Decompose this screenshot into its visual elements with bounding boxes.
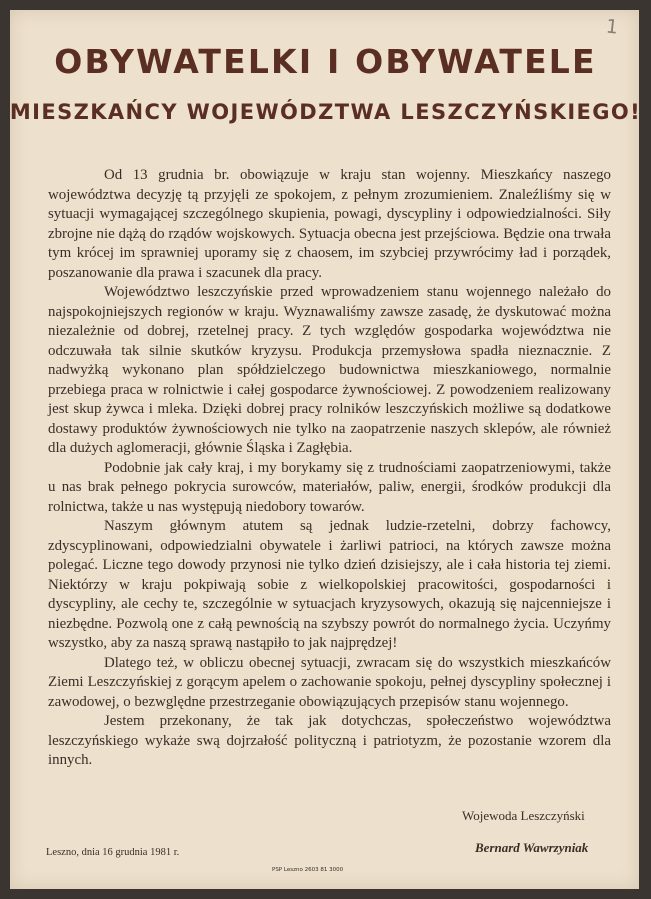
paragraph-4: Naszym głównym atutem są jednak ludzie-rzetelni, dobrzy fachowcy, zdyscyplinowani, odpowiedzialni obywatele i żarliwi patrioci, na których zawsze można polegać. Liczne tego dowody przynosi nie tylko dzień dzisiejszy, ale i cała historia tej ziemi. Niektórzy w kraju pokpiwają sobie z wielkopolskiej pracowitości, gospodarności i dyscypliny, ale cechy te, szczególnie w sytuacjach kryzysowych, okazują się najcenniejsze i niezbędne. Pozwolą one z całą pewnością na szybszy powrót do normalnego życia. Uczyńmy wszystko, aby za naszą sprawą nastąpiło to jak najprędzej!	[48, 518, 611, 651]
signatory-name: Bernard Wawrzyniak	[475, 840, 589, 855]
place-and-date: Leszno, dnia 16 grudnia 1981 r.	[46, 847, 180, 858]
page-number-mark: 1	[604, 15, 620, 39]
poster-subtitle: MIESZKAŃCY WOJEWÓDZTWA LESZCZYŃSKIEGO!	[9, 100, 642, 124]
printer-imprint: PSP Leszno 2603 81 3000	[272, 867, 344, 873]
proclamation-body	[48, 166, 611, 771]
paragraph-1: Od 13 grudnia br. obowiązuje w kraju stan wojenny. Mieszkańcy naszego województwa decyzję tą przyjęli ze spokojem, z pełnym zrozumieniem. Znaleźliśmy się w sytuacji wymagającej szczególnego skupienia, powagi, dyscypliny i odpowiedzialności. Siły zbrojne nie dążą do rządów wojskowych. Sytuacja obecna jest przejściowa. Będzie ona trwała tym krócej im sprawniej uporamy się z chaosem, im szybciej przywrócimy ład i porządek, poszanowanie dla prawa i szacunek dla pracy.	[48, 167, 611, 281]
paragraph-5: Dlatego też, w obliczu obecnej sytuacji, zwracam się do wszystkich mieszkańców Ziemi Leszczyńskiej z gorącym apelem o zachowanie spokoju, pełnej dyscypliny społecznej i zawodowej, o bezwględne przestrzeganie obowiązujących przepisów stanu wojennego.	[48, 654, 611, 710]
signatory-title: Wojewoda Leszczyński	[462, 808, 585, 823]
paragraph-6: Jestem przekonany, że tak jak dotychczas, społeczeństwo województwa leszczyńskiego wykaże swą dojrzałość polityczną i patriotyzm, że pozostanie wzorem dla innych.	[48, 713, 611, 768]
paragraph-2: Województwo leszczyńskie przed wprowadzeniem stanu wojennego należało do najspokojniejszych regionów w kraju. Wyznawaliśmy zawsze zasadę, że dyskutować można niezależnie od dobrej, rzetelnej pracy. Z tych względów gospodarka województwa nie odczuwała tak silnie skutków kryzysu. Produkcja przemysłowa spadła nieznacznie. Z nadwyżką wykonano plan spółdzielczego budownictwa mieszkaniowego, normalnie przebiega praca w rolnictwie i całej gospodarce żywnościowej. Z powodzeniem realizowany jest skup żywca i mleka. Dzięki dobrej pracy rolników leszczyńskich możliwe są dodatkowe dostawy produktów żywnościowych nie tylko na zaopatrzenie naszych sklepów, ale również dla dużych aglomeracji, głównie Śląska i Zagłębia.	[48, 284, 611, 456]
paragraph-3: Podobnie jak cały kraj, i my borykamy się z trudnościami zaopatrzeniowymi, także u nas brak pełnego pokrycia surowców, materiałów, paliw, energii, środków produkcji dla rolnictwa, także u nas występują niedobory towarów.	[48, 459, 611, 515]
poster-title: OBYWATELKI I OBYWATELE	[54, 42, 597, 81]
